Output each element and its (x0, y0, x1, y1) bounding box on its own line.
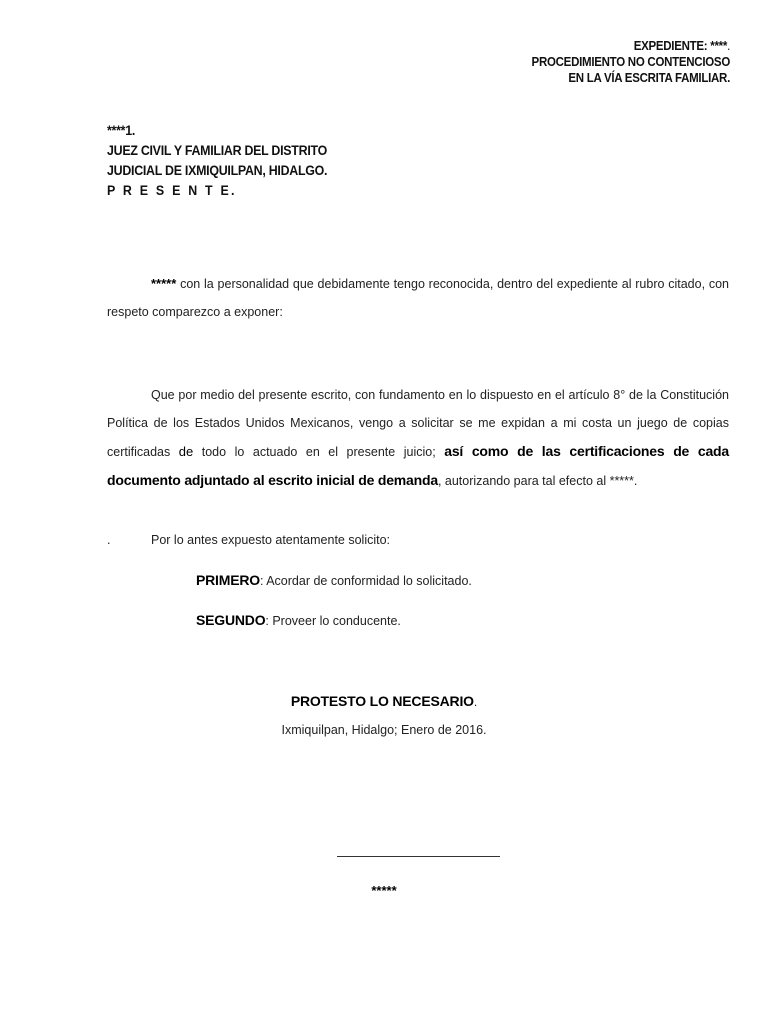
request-text-b: de (178, 444, 194, 459)
presente-line: P R E S E N T E. (107, 183, 237, 198)
petition-label: SEGUNDO (196, 612, 266, 628)
signer-name: ***** (371, 883, 397, 898)
addressee-line-1: JUEZ CIVIL Y FAMILIAR DEL DISTRITO (107, 143, 327, 158)
request-bold-text: así como de las certificaciones de cada documento adjuntado al escrito inicial de demanda (107, 443, 729, 488)
protesto-text: PROTESTO LO NECESARIO (290, 693, 474, 709)
addressee-block (107, 121, 493, 201)
request-text-d: , autorizando para tal efecto al *****. (437, 474, 638, 488)
intro-name: ***** (151, 276, 177, 291)
request-text-c: todo lo actuado en el presente juicio; (193, 445, 445, 459)
petition-text: : Proveer lo conducente. (265, 614, 401, 628)
procedimiento-line: PROCEDIMIENTO NO CONTENCIOSO (531, 55, 730, 69)
petition-intro-text: Por lo antes expuesto atentamente solicito: (151, 533, 391, 547)
petition-intro (107, 526, 729, 554)
place-date: Ixmiquilpan, Hidalgo; Enero de 2016. (281, 723, 487, 737)
via-line: EN LA VÍA ESCRITA FAMILIAR. (568, 71, 730, 85)
addressee-ref: ****1. (107, 123, 136, 138)
case-header (417, 38, 730, 86)
protesto-line (0, 693, 768, 711)
intro-paragraph (107, 270, 729, 326)
request-paragraph (107, 381, 729, 495)
expediente-label: EXPEDIENTE: **** (633, 39, 728, 53)
petition-intro-dot: . (107, 533, 111, 547)
expediente-dot: . (727, 39, 730, 53)
addressee-line-2: JUDICIAL DE IXMIQUILPAN, HIDALGO. (107, 163, 328, 178)
petition-item-segundo (196, 612, 401, 628)
protesto-dot: . (473, 695, 478, 709)
petition-text: : Acordar de conformidad lo solicitado. (259, 574, 472, 588)
intro-text: con la personalidad que debidamente tengo reconocida, dentro del expediente al rubro citado, con respeto comparezco a exponer: (107, 277, 729, 319)
petition-label: PRIMERO (196, 572, 260, 588)
request-text-a: Que por medio del presente escrito, con fundamento en lo dispuesto en el artículo 8° de la Constitución Política de los Estados Unidos Mexicanos, vengo a solicitar se me expidan a mi costa un juego de copias certificadas (107, 388, 729, 459)
petition-item-primero (196, 572, 472, 588)
expediente-line (417, 38, 730, 54)
signature-line (337, 856, 500, 857)
